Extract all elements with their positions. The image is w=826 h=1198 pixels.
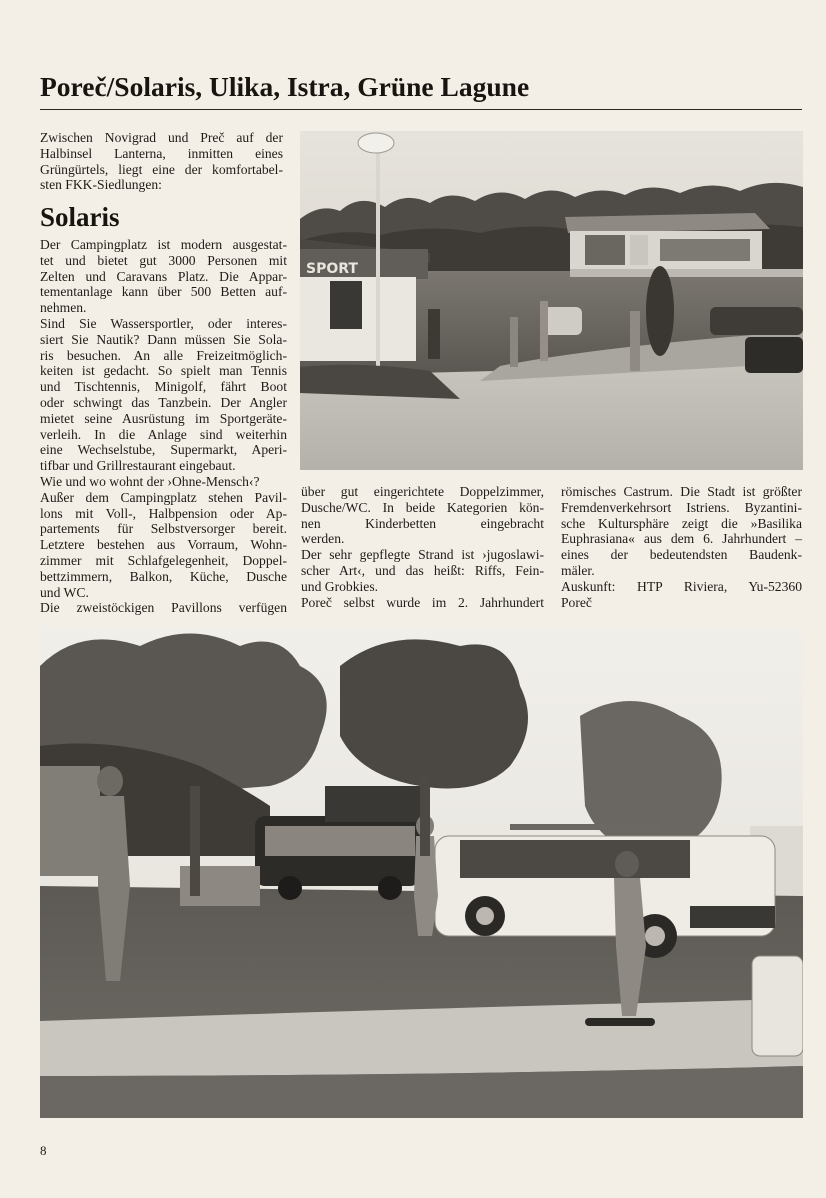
column-1-line: und WC. (40, 584, 89, 600)
column-1-line: Der Campingplatz ist modern ausgestat- (40, 237, 287, 252)
column-1-line: oder schwingt das Tanzbein. Der Angler (40, 394, 287, 410)
column-2-line: werden. (301, 531, 345, 547)
intro-line: Grüngürtels, liegt eine der komfortabel- (40, 161, 283, 177)
column-1-line: Die zweistöckigen Pavillons verfügen (40, 600, 287, 616)
column-1-line: partements für Selbstversorger bereit. (40, 521, 287, 537)
column-1-line: ris besuchen. An alle Freizeitmöglich- (40, 347, 287, 363)
column-1-line: siert Sie Nautik? Dann müssen Sie Sola- (40, 331, 287, 347)
campsite-photo (300, 131, 803, 470)
column-3-line: Euphrasiana« aus dem 6. Jahrhundert – (561, 531, 802, 547)
column-2-line: nen Kinderbetten eingebracht (301, 515, 544, 531)
column-1-text (40, 237, 287, 616)
column-1-line: lons mit Voll-, Halbpension oder Ap- (40, 505, 287, 521)
column-3-line: Auskunft: HTP Riviera, Yu-52360 (561, 578, 802, 594)
column-1-line: und Tischtennis, Minigolf, fährt Boot (40, 379, 287, 395)
page-number: 8 (40, 1143, 47, 1158)
column-1-line: Letztere bestehen aus Vorraum, Wohn- (40, 537, 287, 553)
campers-photo (40, 626, 803, 1118)
column-1-line: mietet seine Ausrüstung im Sportgeräte- (40, 410, 287, 426)
column-2-line: Dusche/WC. In beide Kategorien kön- (301, 499, 544, 515)
column-1-line: Außer dem Campingplatz stehen Pavil- (40, 489, 287, 505)
intro-line: sten FKK-Siedlungen: (40, 177, 162, 193)
column-3-line: römisches Castrum. Die Stadt ist größter (561, 484, 802, 499)
column-1-line: keiten ist gedacht. So spielt man Tennis (40, 363, 287, 379)
intro-line: Halbinsel Lanterna, inmitten eines (40, 145, 283, 161)
column-2-line: Der sehr gepflegte Strand ist ›jugoslawi- (301, 547, 544, 563)
column-1-line: Sind Sie Wassersportler, oder interes- (40, 315, 287, 331)
column-3-line: eines der bedeutendsten Baudenk- (561, 547, 802, 563)
column-3-line: sche Kultursphäre zeigt die »Basilika (561, 515, 802, 531)
title-rule (40, 109, 802, 110)
column-2-text (301, 484, 544, 610)
column-3-line: Poreč (561, 594, 592, 610)
column-2-line: scher Art‹, und das heißt: Riffs, Fein- (301, 562, 544, 578)
intro-paragraph (40, 130, 283, 193)
column-1-line: bettzimmern, Balkon, Küche, Dusche (40, 568, 287, 584)
column-3-text (561, 484, 802, 610)
column-1-line: nehmen. (40, 300, 87, 316)
column-1-line: verleih. In die Anlage sind weiterhin (40, 426, 287, 442)
column-1-line: Wie und wo wohnt der ›Ohne-Mensch‹? (40, 473, 260, 489)
intro-line: Zwischen Novigrad und Preč auf der (40, 130, 283, 145)
sport-sign: SPORT (306, 261, 358, 277)
column-2-line: über gut eingerichtete Doppelzimmer, (301, 484, 544, 499)
section-heading: Solaris (40, 202, 120, 232)
column-3-line: mäler. (561, 562, 595, 578)
column-1-line: eine Wechselstube, Supermarkt, Aperi- (40, 442, 287, 458)
column-1-line: tet und bietet gut 3000 Personen mit (40, 252, 287, 268)
column-1-line: zimmer mit Schlafgelegenheit, Doppel- (40, 552, 287, 568)
column-3-line: Fremdenverkehrsort Istriens. Byzantini- (561, 499, 802, 515)
column-1-line: tifbar und Grillrestaurant eingebaut. (40, 458, 236, 474)
column-1-line: Zelten und Caravans Platz. Die Appar- (40, 268, 287, 284)
column-2-line: und Grobkies. (301, 578, 379, 594)
column-1-line: tementanlage kann über 500 Betten auf- (40, 284, 287, 300)
column-2-line: Poreč selbst wurde im 2. Jahrhundert (301, 594, 544, 610)
page-title: Poreč/Solaris, Ulika, Istra, Grüne Lagune (40, 71, 530, 102)
